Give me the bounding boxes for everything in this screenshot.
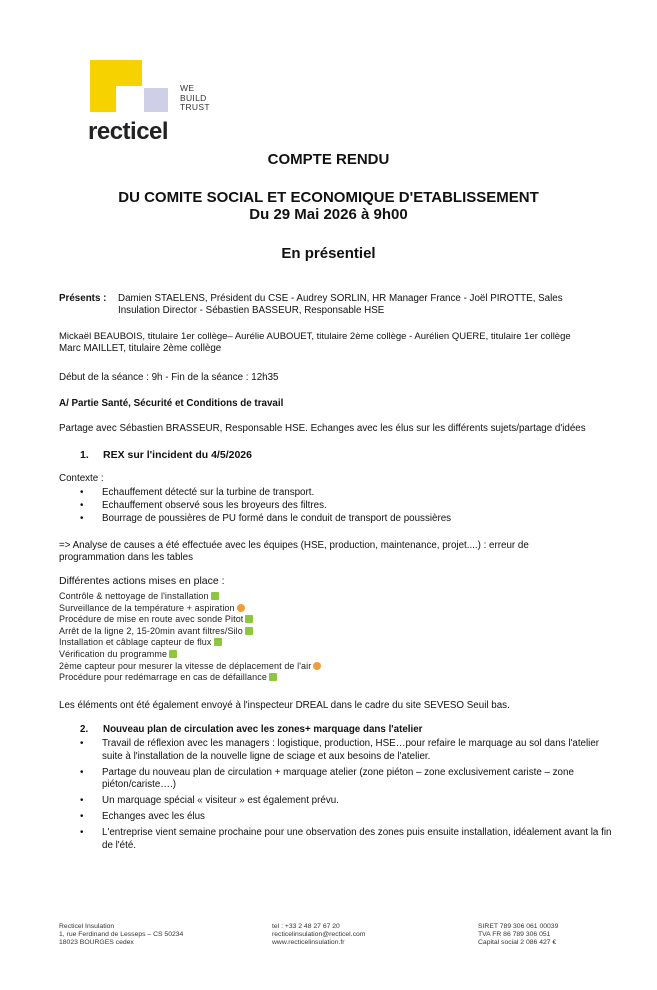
doc-date: Du 29 Mai 2026 à 9h00 bbox=[249, 206, 408, 223]
presents-line1: Damien STAELENS, Président du CSE - Audrey SORLIN, HR Manager France - Joël PIROTTE, Sales bbox=[118, 293, 563, 304]
item2-title: Nouveau plan de circulation avec les zones+ marquage dans l'atelier bbox=[103, 724, 423, 735]
list-item: • Bourrage de poussières de PU formé dans le conduit de transport de poussières bbox=[78, 512, 451, 525]
logo-notch bbox=[116, 86, 142, 112]
green-check-icon bbox=[245, 627, 253, 635]
item1-number: 1. bbox=[80, 449, 89, 461]
doc-mode: En présentiel bbox=[281, 245, 376, 262]
green-check-icon bbox=[214, 638, 222, 646]
seance-times: Début de la séance : 9h - Fin de la séance : 12h35 bbox=[59, 372, 279, 383]
dreal-text: Les éléments ont été également envoyé à l'inspecteur DREAL dans le cadre du site SEVESO Seuil bas. bbox=[59, 700, 510, 711]
green-check-icon bbox=[211, 592, 219, 600]
list-item: Procédure pour redémarrage en cas de défaillance bbox=[59, 672, 321, 684]
list-item: Contrôle & nettoyage de l'installation bbox=[59, 591, 321, 603]
list-item: Surveillance de la température + aspiration bbox=[59, 603, 321, 615]
contexte-list bbox=[78, 486, 451, 525]
doc-title: COMPTE RENDU bbox=[267, 151, 390, 168]
item2-list bbox=[78, 738, 618, 852]
actions-list bbox=[59, 591, 321, 684]
partage-text: Partage avec Sébastien BRASSEUR, Responsable HSE. Echanges avec les élus sur les différents sujets/partage d'idées bbox=[59, 423, 586, 434]
list-item: Arrêt de la ligne 2, 15-20min avant filtres/Silo bbox=[59, 626, 321, 638]
list-item: Installation et câblage capteur de flux bbox=[59, 637, 321, 649]
list-item: • Un marquage spécial « visiteur » est également prévu. bbox=[78, 795, 618, 808]
list-item: • Echauffement observé sous les broyeurs des filtres. bbox=[78, 499, 451, 512]
footer-contact: tel : +33 2 48 27 67 20 recticelinsulation@recticel.com www.recticelinsulation.fr bbox=[272, 923, 366, 947]
contexte-label: Contexte : bbox=[59, 473, 104, 484]
presents-label: Présents : bbox=[59, 293, 107, 304]
footer-legal: SIRET 789 306 061 00039 TVA FR 86 789 306 051 Capital social 2 086 427 € bbox=[478, 923, 559, 947]
logo-tagline: WE BUILD TRUST bbox=[180, 83, 210, 112]
analyse-line2: programmation dans les tables bbox=[59, 552, 193, 563]
orange-pending-icon bbox=[313, 662, 321, 670]
list-item: • Echauffement détecté sur la turbine de transport. bbox=[78, 486, 451, 499]
list-item: • L'entreprise vient semaine prochaine pour une observation des zones puis ensuite installation, idéalement avant la fin de l'été. bbox=[78, 827, 618, 853]
list-item: • Partage du nouveau plan de circulation + marquage atelier (zone piéton – zone exclusivement cariste – zone piéton/cariste….) bbox=[78, 767, 618, 793]
orange-pending-icon bbox=[237, 604, 245, 612]
list-item: • Travail de réflexion avec les managers : logistique, production, HSE…pour refaire le marquage au sol dans l'atelier suite à l'installation de la nouvelle ligne de sciage et aux besoins de l'atelier. bbox=[78, 738, 618, 764]
analyse-line1: => Analyse de causes a été effectuée avec les équipes (HSE, production, maintenance, projet....) : erreur de bbox=[59, 540, 529, 551]
list-item: • Echanges avec les élus bbox=[78, 811, 618, 824]
footer-address: Recticel Insulation 1, rue Ferdinand de Lesseps – CS 50234 18023 BOURGES cedex bbox=[59, 923, 184, 947]
actions-label: Différentes actions mises en place : bbox=[59, 575, 225, 587]
green-check-icon bbox=[269, 673, 277, 681]
members-line1: Mickaël BEAUBOIS, titulaire 1er collège– Aurélie AUBOUET, titulaire 2ème collège - Aurélien QUERE, titulaire 1er collège bbox=[59, 331, 571, 342]
logo-brand: recticel bbox=[88, 118, 169, 145]
green-check-icon bbox=[169, 650, 177, 658]
list-item: Vérification du programme bbox=[59, 649, 321, 661]
presents-line2: Insulation Director - Sébastien BASSEUR, Responsable HSE bbox=[118, 305, 385, 316]
item2-number: 2. bbox=[80, 724, 89, 735]
logo-lavender-square bbox=[144, 88, 168, 112]
green-check-icon bbox=[245, 615, 253, 623]
list-item: 2ème capteur pour mesurer la vitesse de déplacement de l'air bbox=[59, 661, 321, 673]
item1-title: REX sur l'incident du 4/5/2026 bbox=[103, 449, 252, 461]
section-a-heading: A/ Partie Santé, Sécurité et Conditions de travail bbox=[59, 398, 284, 409]
list-item: Procédure de mise en route avec sonde Pitot bbox=[59, 614, 321, 626]
members-line2: Marc MAILLET, titulaire 2ème collège bbox=[59, 343, 222, 354]
doc-subtitle: DU COMITE SOCIAL ET ECONOMIQUE D'ETABLISSEMENT bbox=[118, 189, 539, 206]
